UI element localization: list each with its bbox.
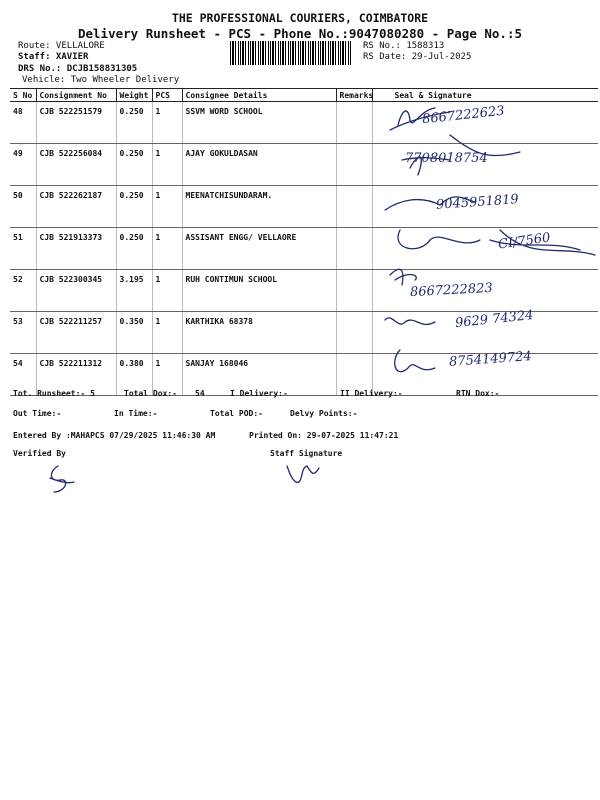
cell-weight: 0.250 xyxy=(116,102,152,144)
total-pod: Total POD:- xyxy=(210,409,263,418)
staff-signature-label: Staff Signature xyxy=(270,449,343,458)
cell-sno: 52 xyxy=(10,270,36,312)
col-consignment: Consignment No xyxy=(36,89,116,102)
total-dox-label: Total Dox:- xyxy=(124,389,177,398)
staff-signature xyxy=(283,458,323,488)
cell-sno: 49 xyxy=(10,144,36,186)
i-delivery: I Delivery:- xyxy=(230,389,288,398)
handwritten-phone-54: 8754149724 xyxy=(448,349,533,370)
cell-sno: 51 xyxy=(10,228,36,270)
drs-number: DRS No.: DCJB158831305 xyxy=(18,64,138,74)
cell-consignee: KARTHIKA 68378 xyxy=(182,312,336,354)
company-name: THE PROFESSIONAL COURIERS, COIMBATORE xyxy=(171,11,429,25)
cell-consignment: CJB 522251579 xyxy=(36,102,116,144)
vehicle-label: Vehicle: Two Wheeler Delivery xyxy=(22,75,180,85)
cell-sno: 50 xyxy=(10,186,36,228)
col-seal-signature: Seal & Signature xyxy=(372,89,598,102)
verified-by-signature xyxy=(40,462,80,498)
col-pcs: PCS xyxy=(152,89,182,102)
staff-label: Staff: XAVIER xyxy=(18,52,89,62)
handwritten-phone-52: 8667222823 xyxy=(409,280,494,301)
signature-row-51-scribble xyxy=(398,230,480,249)
cell-sno: 53 xyxy=(10,312,36,354)
cell-weight: 0.380 xyxy=(116,354,152,396)
route-label: Route: VELLALORE xyxy=(18,41,105,51)
cell-consignee: ASSISANT ENGG/ VELLAORE xyxy=(182,228,336,270)
col-sno: S No xyxy=(10,89,36,102)
handwritten-phone-50: 9045951819 xyxy=(435,192,520,213)
cell-pcs: 1 xyxy=(152,312,182,354)
cell-consignment: CJB 522211312 xyxy=(36,354,116,396)
rs-number: RS No.: 1588313 xyxy=(363,41,445,51)
cell-weight: 0.250 xyxy=(116,228,152,270)
entered-by: Entered By :MAHAPCS 07/29/2025 11:46:30 AM xyxy=(13,431,216,440)
cell-weight: 0.350 xyxy=(116,312,152,354)
cell-consignee: MEENATCHISUNDARAM. xyxy=(182,186,336,228)
handwritten-note-51: CI/7560 xyxy=(497,230,552,253)
cell-weight: 3.195 xyxy=(116,270,152,312)
rs-date: RS Date: 29-Jul-2025 xyxy=(363,52,472,62)
cell-consignment: CJB 521913373 xyxy=(36,228,116,270)
cell-consignment: CJB 522211257 xyxy=(36,312,116,354)
cell-consignee: AJAY GOKULDASAN xyxy=(182,144,336,186)
cell-remarks xyxy=(336,228,372,270)
cell-pcs: 1 xyxy=(152,102,182,144)
runsheet-title: Delivery Runsheet - PCS - Phone No.:9047080280 - Page No.:5 xyxy=(77,26,522,41)
cell-remarks xyxy=(336,144,372,186)
signature-row-54-scribble xyxy=(395,350,435,372)
cell-sno: 48 xyxy=(10,102,36,144)
handwritten-phone-53: 9629 74324 xyxy=(454,307,535,332)
printed-on: Printed On: 29-07-2025 11:47:21 xyxy=(249,431,399,440)
handwritten-phone-48: 8667222623 xyxy=(421,103,506,128)
cell-consignee: SANJAY 168046 xyxy=(182,354,336,396)
cell-remarks xyxy=(336,312,372,354)
cell-remarks xyxy=(336,186,372,228)
cell-weight: 0.250 xyxy=(116,144,152,186)
cell-consignee: RUH CONTIMUN SCHOOL xyxy=(182,270,336,312)
cell-consignee: SSVM WORD SCHOOL xyxy=(182,102,336,144)
total-dox-value: 54 xyxy=(195,389,205,398)
col-weight: Weight xyxy=(116,89,152,102)
col-consignee: Consignee Details xyxy=(182,89,336,102)
cell-pcs: 1 xyxy=(152,270,182,312)
signature-row-52-scribble xyxy=(390,269,416,285)
verified-by-label: Verified By xyxy=(13,449,66,458)
cell-remarks xyxy=(336,102,372,144)
cell-sno: 54 xyxy=(10,354,36,396)
cell-weight: 0.250 xyxy=(116,186,152,228)
cell-consignment: CJB 522262187 xyxy=(36,186,116,228)
rtn-dox: RTN Dox:- xyxy=(456,389,500,398)
delivery-points: Delvy Points:- xyxy=(290,409,358,418)
ii-delivery: II Delivery:- xyxy=(340,389,403,398)
cell-pcs: 1 xyxy=(152,228,182,270)
signature-row-53-scribble xyxy=(385,318,435,325)
handwritten-signatures xyxy=(380,90,600,390)
barcode-image xyxy=(230,41,351,65)
cell-consignment: CJB 522300345 xyxy=(36,270,116,312)
col-remarks: Remarks xyxy=(336,89,372,102)
total-runsheet: Tot. Runsheet:- 5 xyxy=(13,389,95,398)
handwritten-phone-49: 7708018754 xyxy=(405,151,488,166)
in-time: In Time:- xyxy=(114,409,158,418)
cell-pcs: 1 xyxy=(152,144,182,186)
cell-consignment: CJB 522256084 xyxy=(36,144,116,186)
cell-pcs: 1 xyxy=(152,354,182,396)
cell-remarks xyxy=(336,270,372,312)
cell-pcs: 1 xyxy=(152,186,182,228)
out-time: Out Time:- xyxy=(13,409,62,418)
